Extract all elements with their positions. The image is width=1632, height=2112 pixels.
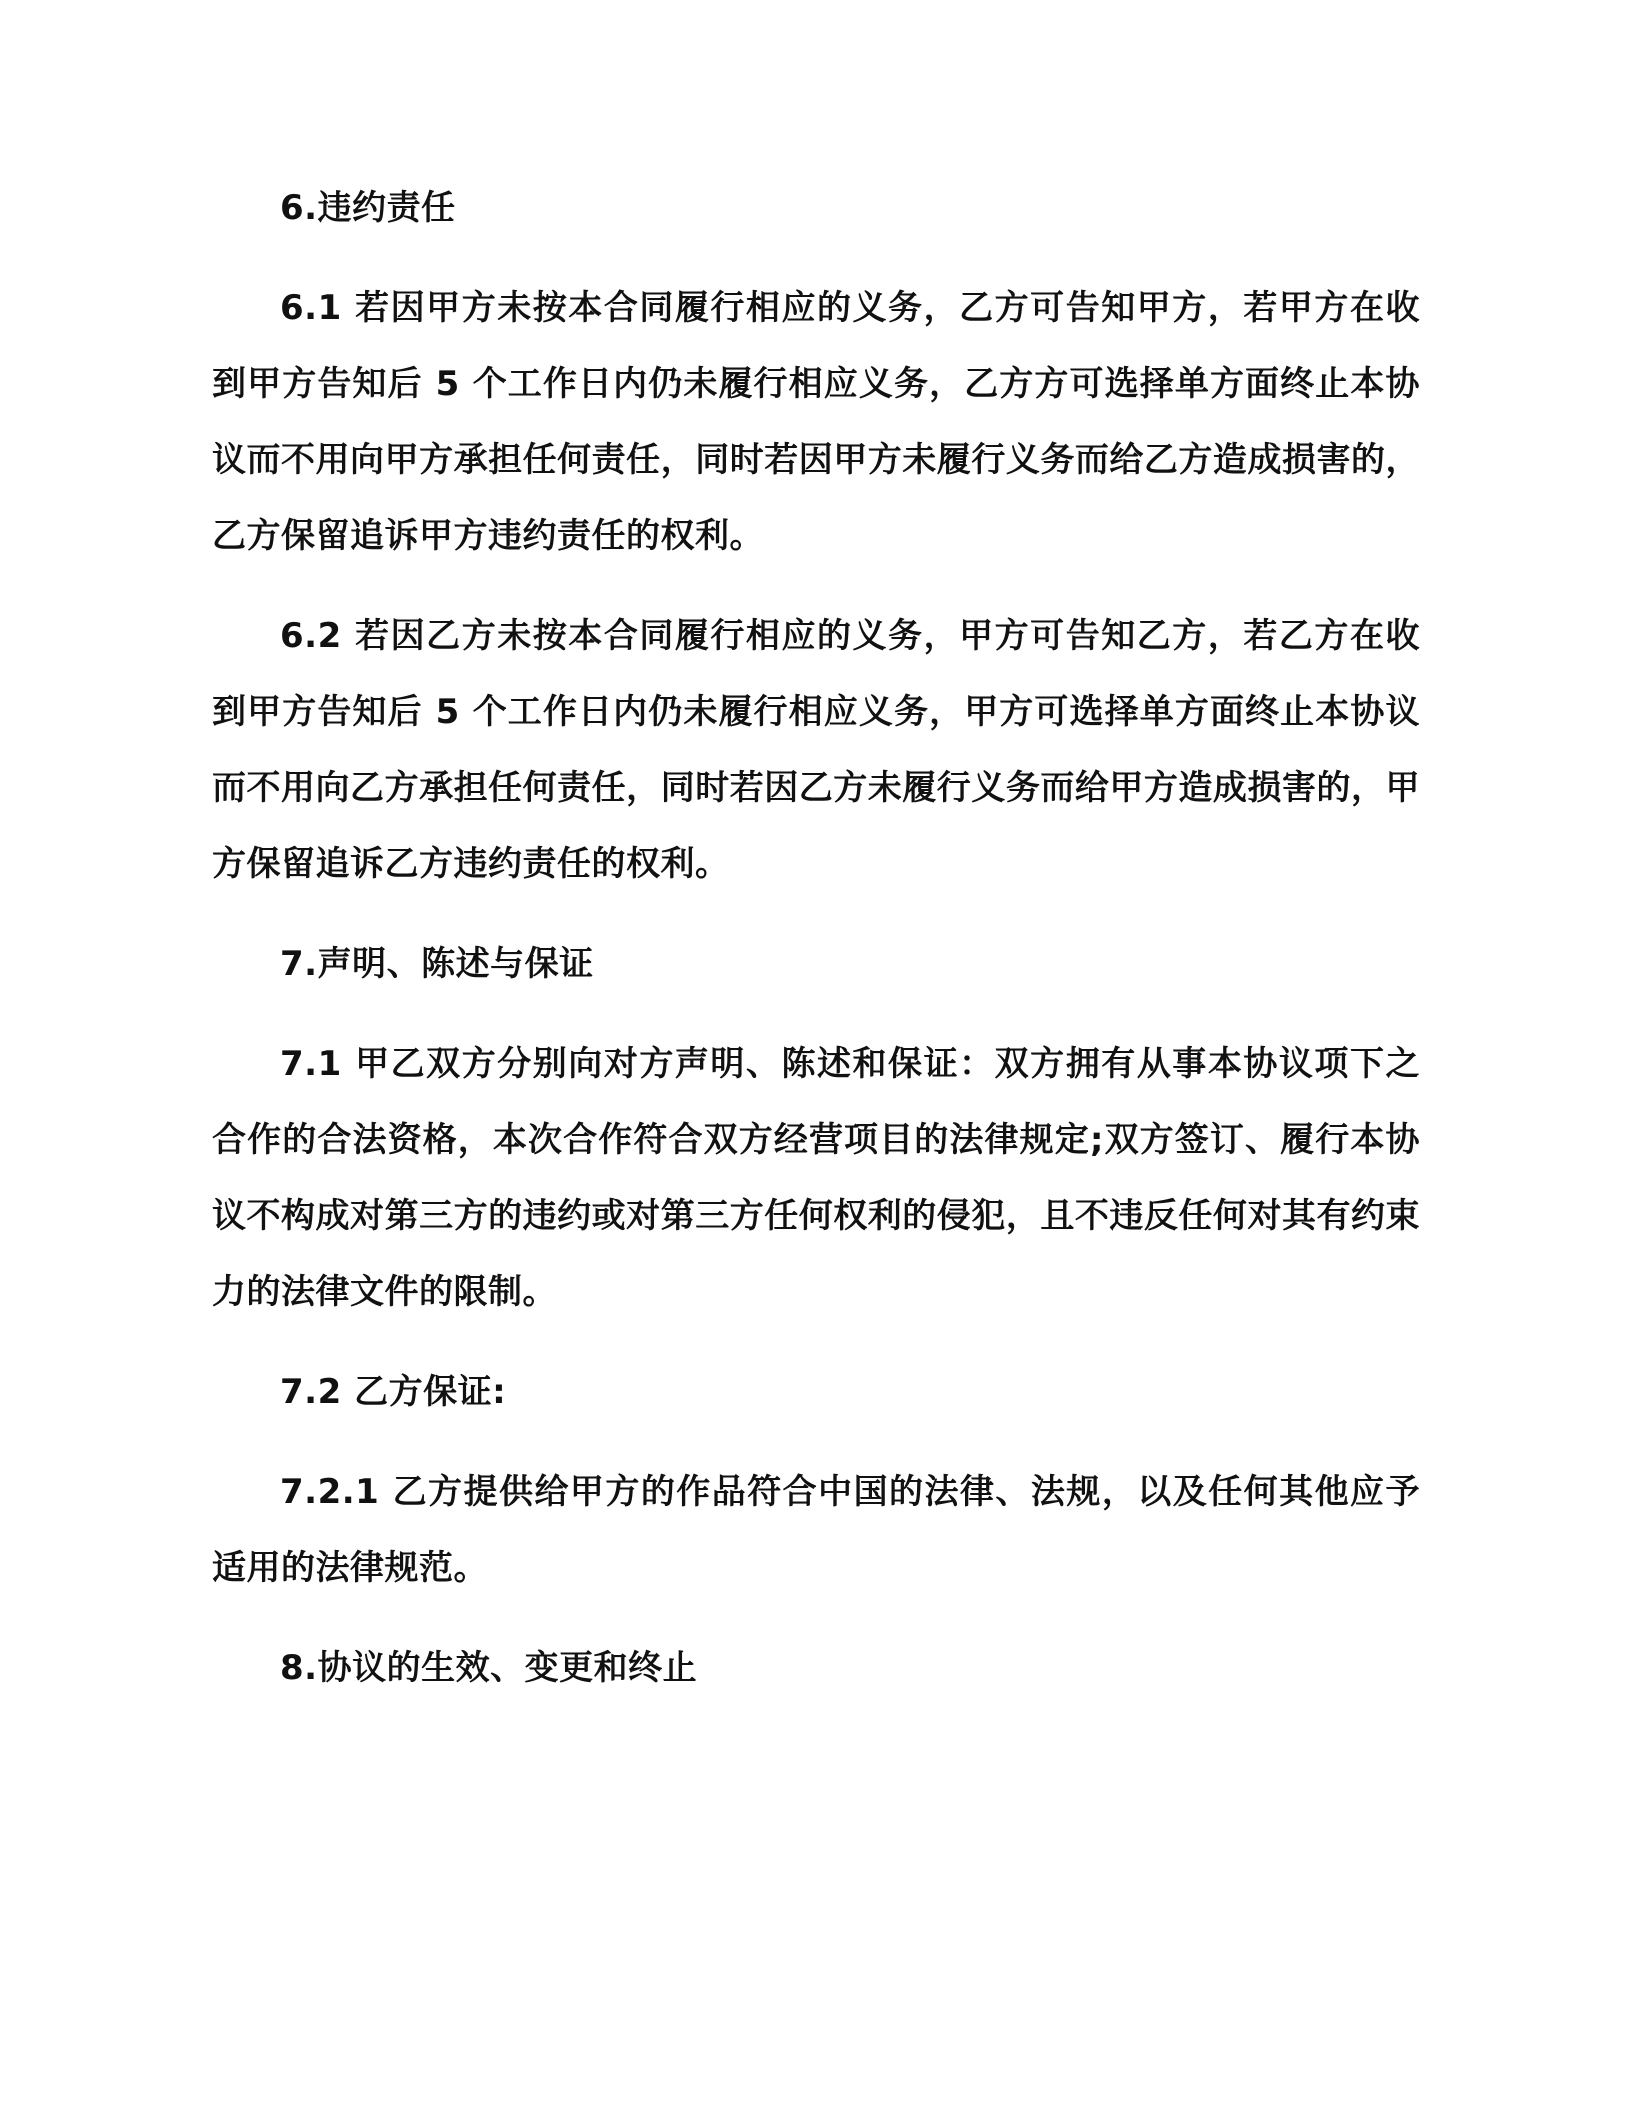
clause-7-1: 7.1 甲乙双方分别向对方声明、陈述和保证：双方拥有从事本协议项下之合作的合法资格，本次合作符合双方经营项目的法律规定;双方签订、履行本协议不构成对第三方的违约或对第三方任何权利的侵犯，且不违反任何对其有约束力的法律文件的限制。	[212, 1044, 1420, 1312]
heading-effect-change-termination: 8.协议的生效、变更和终止	[280, 1648, 698, 1688]
clause-6-1: 6.1 若因甲方未按本合同履行相应的义务，乙方可告知甲方，若甲方在收到甲方告知后 5 个工作日内仍未履行相应义务，乙方方可选择单方面终止本协议而不用向甲方承担任何责任，同时若因甲方未履行义务而给乙方造成损害的，乙方保留追诉甲方违约责任的权利。	[212, 288, 1420, 556]
document-body	[212, 170, 1420, 1706]
heading-breach-liability: 6.违约责任	[280, 188, 456, 228]
clause-6-2: 6.2 若因乙方未按本合同履行相应的义务，甲方可告知乙方，若乙方在收到甲方告知后 5 个工作日内仍未履行相应义务，甲方可选择单方面终止本协议而不用向乙方承担任何责任，同时若因乙方未履行义务而给甲方造成损害的，甲方保留追诉乙方违约责任的权利。	[212, 616, 1420, 884]
heading-statements-warranties: 7.声明、陈述与保证	[280, 944, 594, 984]
clause-7-2-1: 7.2.1 乙方提供给甲方的作品符合中国的法律、法规，以及任何其他应予适用的法律规范。	[212, 1472, 1420, 1588]
clause-7-2: 7.2 乙方保证:	[280, 1372, 507, 1412]
